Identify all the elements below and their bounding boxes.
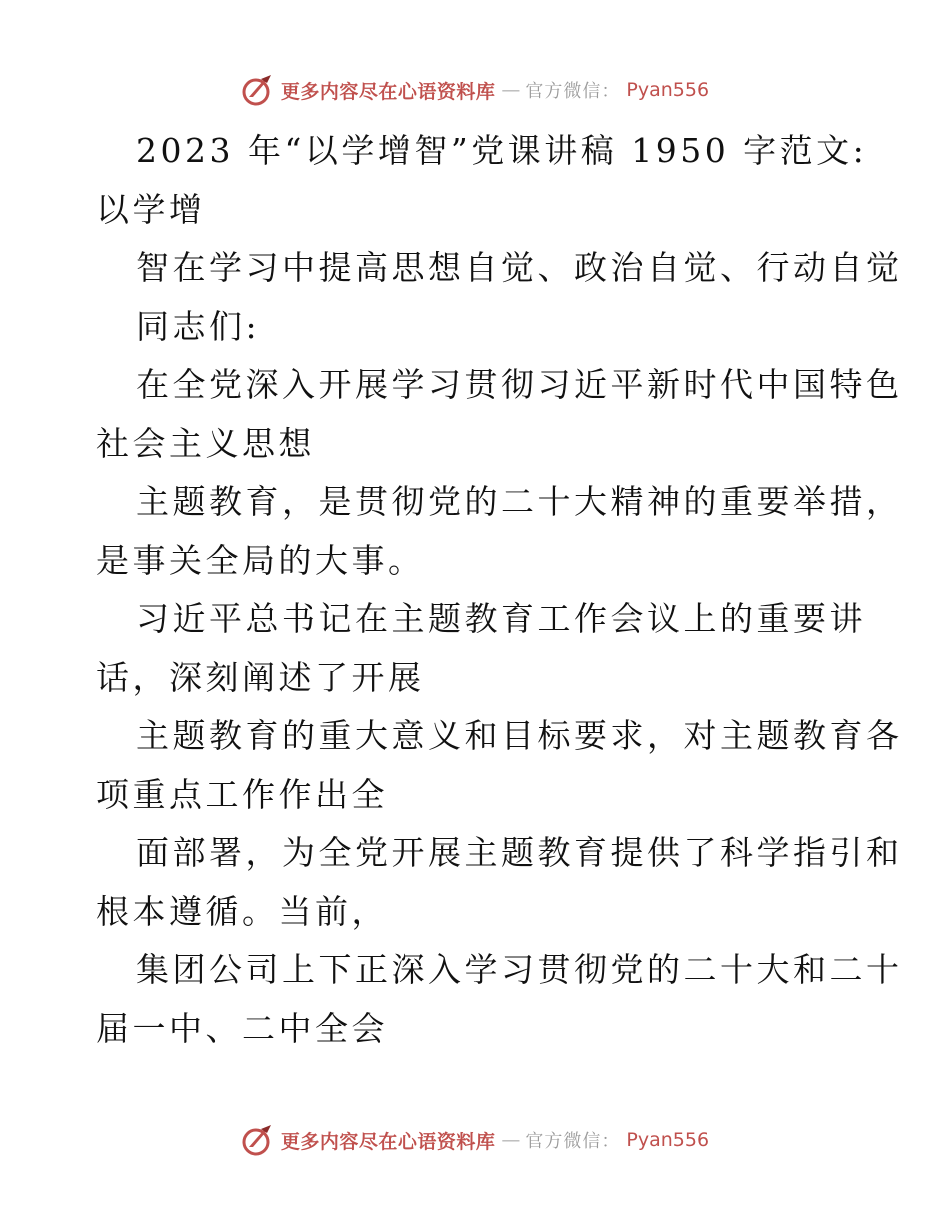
- paragraph-line: 是事关全局的大事。: [96, 540, 425, 580]
- document-title-line-1: 2023 年“以学增智”党课讲稿 1950 字范文:: [136, 131, 868, 170]
- paragraph-line: 届一中、二中全会: [96, 1008, 388, 1048]
- salutation: 同志们:: [136, 306, 261, 346]
- paragraph-line: 主题教育，是贯彻党的二十大精神的重要举措，: [136, 482, 903, 521]
- watermark-dash: —: [501, 79, 520, 101]
- watermark-dash: —: [501, 1129, 520, 1151]
- watermark-brand-text: 更多内容尽在心语资料库: [280, 1130, 496, 1153]
- paragraph-line: 集团公司上下正深入学习贯彻党的二十大和二十: [136, 950, 903, 989]
- header-watermark: [0, 70, 950, 110]
- paragraph-line: 项重点工作作出全: [96, 774, 388, 814]
- document-title-line-2: 以学增: [96, 189, 206, 229]
- paragraph-line: 根本遵循。当前，: [96, 891, 388, 931]
- watermark-wechat-id: Pyan556: [626, 1129, 710, 1151]
- quill-circle-icon: [241, 73, 275, 107]
- paragraph-line: 在全党深入开展学习贯彻习近平新时代中国特色: [136, 365, 903, 404]
- watermark-label: 官方微信：: [525, 1131, 621, 1152]
- paragraph-line: 主题教育的重大意义和目标要求，对主题教育各: [136, 716, 903, 755]
- paragraph-line: 社会主义思想: [96, 423, 315, 463]
- watermark-label: 官方微信：: [525, 81, 621, 102]
- watermark-wechat-id: Pyan556: [626, 79, 710, 101]
- document-body: [96, 122, 903, 1058]
- paragraph-line: 面部署，为全党开展主题教育提供了科学指引和: [136, 833, 903, 872]
- paragraph-line: 习近平总书记在主题教育工作会议上的重要讲: [136, 599, 866, 638]
- quill-circle-icon: [241, 1123, 275, 1157]
- paragraph-line: 话，深刻阐述了开展: [96, 657, 425, 697]
- document-subtitle: 智在学习中提高思想自觉、政治自觉、行动自觉: [136, 248, 903, 287]
- footer-watermark: [0, 1120, 950, 1160]
- watermark-brand-text: 更多内容尽在心语资料库: [280, 80, 496, 103]
